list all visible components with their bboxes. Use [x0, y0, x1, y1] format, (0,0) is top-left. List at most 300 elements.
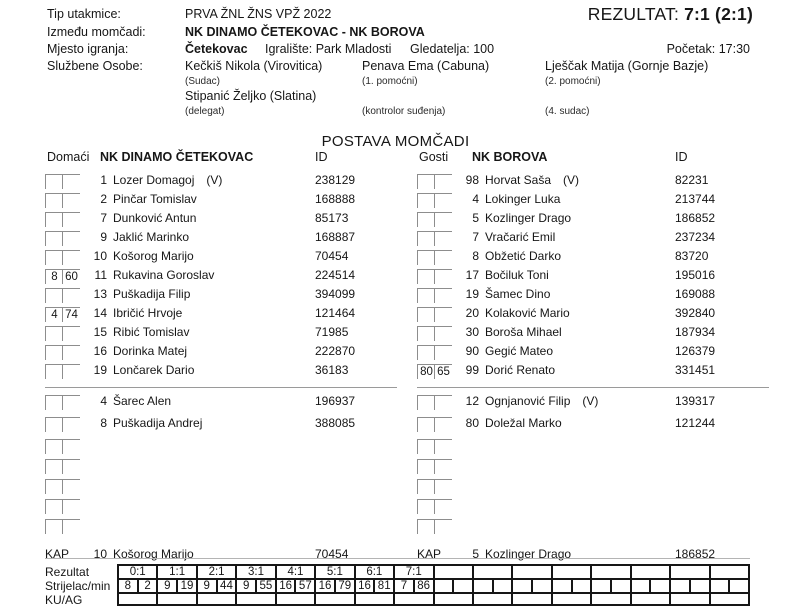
- section-title: POSTAVA MOMČADI: [321, 133, 470, 150]
- rezultat-cell: 1:1: [157, 565, 196, 579]
- event-box-2: [62, 250, 80, 265]
- player-row: [417, 211, 769, 230]
- player-id: 168887: [315, 230, 356, 244]
- event-box-2: [62, 459, 80, 474]
- player-id: 83720: [675, 249, 709, 263]
- event-box-1: [417, 395, 435, 410]
- player-id: 392840: [675, 306, 716, 320]
- event-box-2: [62, 174, 80, 189]
- player-row: [45, 306, 397, 325]
- event-box-1: [45, 326, 63, 341]
- event-box-2: [62, 364, 80, 379]
- event-box-2: [62, 417, 80, 432]
- strijelac-minute-cell: [650, 579, 670, 593]
- player-row: [45, 173, 397, 192]
- rezultat-cell: [670, 565, 709, 579]
- player-name: Vračarić Emil: [485, 230, 556, 244]
- player-number: 10: [93, 249, 107, 263]
- official-delegate-name: Stipanić Željko (Slatina): [185, 89, 317, 103]
- rezultat-cell: [552, 565, 591, 579]
- team-header: [45, 150, 397, 173]
- player-name: Doležal Marko: [485, 416, 562, 430]
- player-id: 331451: [675, 363, 716, 377]
- rezultat-header: [588, 4, 753, 25]
- event-box-1: [45, 479, 63, 494]
- player-number: 4: [472, 192, 479, 206]
- rezultat-value: 7:1 (2:1): [684, 4, 753, 24]
- kap-label: KAP: [417, 547, 442, 561]
- player-name: Ribić Tomislav: [113, 325, 190, 339]
- event-box-1: [417, 499, 435, 514]
- event-box-2: [62, 519, 80, 534]
- player-number: 98: [465, 173, 479, 187]
- izmedu-label: Između momčadi:: [47, 25, 146, 39]
- event-box-2: [62, 231, 80, 246]
- strijelac-minute-cell: [453, 579, 473, 593]
- event-box-1: [45, 250, 63, 265]
- player-row: [417, 325, 769, 344]
- mjesto-label: Mjesto igranja:: [47, 42, 129, 56]
- event-box-2: [434, 499, 452, 514]
- strijelac-minute-cell: 2: [138, 579, 158, 593]
- event-box-2: 60: [62, 269, 80, 284]
- player-row: [45, 518, 397, 538]
- player-id: 139317: [675, 394, 716, 408]
- event-box-1: [417, 231, 435, 246]
- id-column-header: ID: [315, 150, 328, 164]
- strijelac-minute-cell: 86: [414, 579, 434, 593]
- player-number: 19: [465, 287, 479, 301]
- rezultat-cell: 4:1: [276, 565, 315, 579]
- player-number: 90: [465, 344, 479, 358]
- player-number: 8: [472, 249, 479, 263]
- event-box-1: [45, 395, 63, 410]
- player-number: 11: [94, 268, 107, 282]
- player-number: 14: [93, 306, 107, 320]
- event-box-1: [45, 439, 63, 454]
- strijelac-minute-cell: [532, 579, 552, 593]
- player-row: [417, 518, 769, 538]
- rezultat-cell: 2:1: [197, 565, 236, 579]
- event-box-1: [417, 288, 435, 303]
- event-box-2: [62, 326, 80, 341]
- strijelac-scorer-cell: [591, 579, 611, 593]
- rezultat-cell: 3:1: [236, 565, 275, 579]
- strijelac-scorer-cell: 9: [157, 579, 177, 593]
- strijelac-scorer-cell: 16: [355, 579, 375, 593]
- kuag-cell: [315, 593, 354, 605]
- event-box-2: [434, 479, 452, 494]
- strijelac-minute-cell: [611, 579, 631, 593]
- event-box-1: 80: [417, 364, 435, 379]
- player-number: 1: [100, 173, 107, 187]
- player-id: 213744: [675, 192, 716, 206]
- strijelac-minute-cell: [690, 579, 710, 593]
- strijelac-scorer-cell: 16: [315, 579, 335, 593]
- player-row: [417, 394, 769, 416]
- sluzbene-label: Službene Osobe:: [47, 59, 143, 73]
- gledatelja-value: Gledatelja: 100: [410, 42, 495, 56]
- captain-mark: (V): [206, 173, 223, 187]
- player-id: 388085: [315, 416, 356, 430]
- player-number: 15: [93, 325, 107, 339]
- event-box-2: [62, 499, 80, 514]
- kuag-cell: [710, 593, 749, 605]
- rezultat-cell: 0:1: [118, 565, 157, 579]
- player-name: Lokinger Luka: [485, 192, 561, 206]
- event-box-1: [417, 439, 435, 454]
- event-box-1: [417, 212, 435, 227]
- event-box-2: [434, 459, 452, 474]
- event-box-2: [434, 326, 452, 341]
- event-box-1: [417, 479, 435, 494]
- event-box-1: [45, 519, 63, 534]
- event-box-1: [45, 364, 63, 379]
- player-name: Obžetić Darko: [485, 249, 562, 263]
- kap-label: KAP: [45, 547, 70, 561]
- event-box-2: [62, 212, 80, 227]
- event-box-2: [434, 288, 452, 303]
- kuag-cell: [512, 593, 551, 605]
- player-number: 20: [465, 306, 479, 320]
- player-name: Bočiluk Toni: [485, 268, 549, 282]
- team-name: NK DINAMO ČETEKOVAC: [100, 150, 254, 164]
- player-name: Ibričić Hrvoje: [113, 306, 183, 320]
- kuag-row-label: KU/AG: [45, 593, 83, 607]
- event-box-2: [434, 269, 452, 284]
- player-number: 30: [465, 325, 479, 339]
- strijelac-scorer-cell: [552, 579, 572, 593]
- official-assistant2-name: Lješčak Matija (Gornje Bazje): [545, 59, 709, 73]
- player-row: [45, 458, 397, 478]
- player-number: 9: [100, 230, 107, 244]
- player-id: 36183: [315, 363, 349, 377]
- rezultat-cell: [710, 565, 749, 579]
- kuag-cell: [236, 593, 275, 605]
- strijelac-minute-cell: [572, 579, 592, 593]
- player-name: Horvat Saša (V): [485, 173, 580, 187]
- event-box-2: [62, 395, 80, 410]
- player-number: 16: [93, 344, 107, 358]
- tip-utakmice-value: PRVA ŽNL ŽNS VPŽ 2022: [185, 7, 332, 21]
- player-row: [417, 173, 769, 192]
- home-team-column: [45, 150, 397, 563]
- rezultat-label: REZULTAT:: [587, 4, 680, 24]
- izmedu-value: NK DINAMO ČETEKOVAC - NK BOROVA: [185, 25, 425, 39]
- kuag-cell: [631, 593, 670, 605]
- player-name: Šarec Alen: [113, 394, 172, 408]
- player-row: [45, 268, 397, 287]
- player-number: 7: [472, 230, 479, 244]
- player-number: 13: [93, 287, 107, 301]
- rezultat-cell: [473, 565, 512, 579]
- captain-number: 5: [472, 547, 479, 561]
- player-id: 224514: [315, 268, 356, 282]
- player-number: 19: [93, 363, 107, 377]
- tip-utakmice-label: Tip utakmice:: [47, 7, 121, 21]
- team-side-label: Gosti: [419, 150, 449, 164]
- event-box-1: [45, 231, 63, 246]
- player-row: [45, 416, 397, 438]
- strijelac-scorer-cell: [473, 579, 493, 593]
- captain-name: Kozlinger Drago: [485, 547, 572, 561]
- player-id: 71985: [315, 325, 349, 339]
- event-box-1: [45, 345, 63, 360]
- event-box-1: [45, 417, 63, 432]
- strijelac-scorer-cell: [512, 579, 532, 593]
- player-row: [45, 211, 397, 230]
- event-box-1: [45, 193, 63, 208]
- team-name: NK BOROVA: [472, 150, 548, 164]
- player-row: [417, 287, 769, 306]
- strijelac-minute-cell: 19: [177, 579, 197, 593]
- player-number: 17: [465, 268, 479, 282]
- player-row: [417, 416, 769, 438]
- player-id: 187934: [675, 325, 716, 339]
- player-row: [417, 344, 769, 363]
- rezultat-cell: [631, 565, 670, 579]
- team-header: [417, 150, 769, 173]
- player-number: 12: [465, 394, 479, 408]
- event-box-2: [434, 174, 452, 189]
- player-number: 80: [465, 416, 479, 430]
- player-row: [417, 249, 769, 268]
- event-box-2: [434, 395, 452, 410]
- player-row: [45, 325, 397, 344]
- player-row: [417, 458, 769, 478]
- captain-row: [417, 547, 769, 563]
- player-row: [45, 230, 397, 249]
- strijelac-scorer-cell: 16: [276, 579, 296, 593]
- player-id: 238129: [315, 173, 356, 187]
- player-name: Pinčar Tomislav: [113, 192, 197, 206]
- player-row: [45, 438, 397, 458]
- captain-id: 70454: [315, 547, 349, 561]
- rezultat-cell: [512, 565, 551, 579]
- player-name: Gegić Mateo: [485, 344, 554, 358]
- official-assistant1-role: (1. pomoćni): [362, 76, 418, 87]
- player-id: 237234: [675, 230, 716, 244]
- captain-name: Košorog Marijo: [113, 547, 194, 561]
- player-name: Puškadija Andrej: [113, 416, 203, 430]
- official-delegate-role: (delegat): [185, 106, 225, 117]
- strijelac-scorer-cell: [710, 579, 730, 593]
- kuag-cell: [591, 593, 630, 605]
- strijelac-minute-cell: 57: [295, 579, 315, 593]
- player-row: [417, 498, 769, 518]
- event-box-2: [434, 307, 452, 322]
- rezultat-cell: 5:1: [315, 565, 354, 579]
- kuag-cell: [552, 593, 591, 605]
- event-box-1: [417, 417, 435, 432]
- rezultat-cell: 6:1: [355, 565, 394, 579]
- player-row: [45, 478, 397, 498]
- strijelac-scorer-cell: [631, 579, 651, 593]
- kuag-cell: [197, 593, 236, 605]
- player-id: 186852: [675, 211, 716, 225]
- mjesto-value: Četekovac: [185, 42, 248, 56]
- kuag-cell: [355, 593, 394, 605]
- player-name: Košorog Marijo: [113, 249, 194, 263]
- player-name: Kolaković Mario: [485, 306, 570, 320]
- captain-number: 10: [93, 547, 107, 561]
- event-box-1: [417, 519, 435, 534]
- player-row: [417, 478, 769, 498]
- player-row: [417, 268, 769, 287]
- player-id: 394099: [315, 287, 356, 301]
- player-name: Dorić Renato: [485, 363, 556, 377]
- captain-mark: (V): [582, 394, 599, 408]
- player-row: [417, 438, 769, 458]
- player-number: 5: [472, 211, 479, 225]
- strijelac-minute-cell: 79: [335, 579, 355, 593]
- player-row: [45, 249, 397, 268]
- official-assistant1-name: Penava Ema (Cabuna): [362, 59, 490, 73]
- player-row: [45, 394, 397, 416]
- player-id: 126379: [675, 344, 716, 358]
- event-box-1: 4: [45, 307, 63, 322]
- player-number: 7: [100, 211, 107, 225]
- player-id: 121464: [315, 306, 356, 320]
- event-box-1: [417, 459, 435, 474]
- player-id: 82231: [675, 173, 709, 187]
- event-box-2: [434, 231, 452, 246]
- guest-team-column: [417, 150, 769, 563]
- player-name: Dorinka Matej: [113, 344, 188, 358]
- event-box-2: [434, 193, 452, 208]
- event-box-2: [434, 417, 452, 432]
- event-box-2: [62, 193, 80, 208]
- event-box-2: 65: [434, 364, 452, 379]
- score-progression-table: [117, 564, 750, 606]
- strijelac-scorer-cell: 9: [197, 579, 217, 593]
- event-box-2: [62, 288, 80, 303]
- official-fourth-role: (4. sudac): [545, 106, 590, 117]
- player-row: [417, 230, 769, 249]
- player-row: [45, 287, 397, 306]
- strijelac-minute-cell: [729, 579, 749, 593]
- strijelac-minute-cell: 55: [256, 579, 276, 593]
- player-row: [45, 344, 397, 363]
- official-referee-name: Kečkiš Nikola (Virovitica): [185, 59, 323, 73]
- player-number: 4: [100, 394, 107, 408]
- player-id: 169088: [675, 287, 716, 301]
- event-box-2: [434, 250, 452, 265]
- strijelac-minute-cell: 81: [374, 579, 394, 593]
- player-name: Puškadija Filip: [113, 287, 191, 301]
- player-row: [417, 306, 769, 325]
- event-box-2: [434, 212, 452, 227]
- official-assistant2-role: (2. pomoćni): [545, 76, 601, 87]
- igraliste-value: Igralište: Park Mladosti: [265, 42, 392, 56]
- event-box-2: [62, 345, 80, 360]
- player-name: Šamec Dino: [485, 287, 551, 301]
- player-id: 168888: [315, 192, 356, 206]
- event-box-2: [62, 439, 80, 454]
- event-box-1: [417, 345, 435, 360]
- captain-row: [45, 547, 397, 563]
- strijelac-minute-cell: [493, 579, 513, 593]
- player-name: Ognjanović Filip (V): [485, 394, 599, 408]
- player-name: Dunković Antun: [113, 211, 197, 225]
- event-box-1: [45, 212, 63, 227]
- rezultat-cell: 7:1: [394, 565, 433, 579]
- strijelac-scorer-cell: 8: [118, 579, 138, 593]
- starters-subs-divider: [417, 387, 769, 388]
- event-box-1: [417, 307, 435, 322]
- event-box-1: [45, 459, 63, 474]
- player-name: Kozlinger Drago: [485, 211, 572, 225]
- player-row: [45, 363, 397, 382]
- rezultat-cell: [434, 565, 473, 579]
- rezultat-cell: [591, 565, 630, 579]
- player-name: Lozer Domagoj (V): [113, 173, 223, 187]
- rezultat-row-label: Rezultat: [45, 565, 90, 579]
- event-box-1: [417, 250, 435, 265]
- player-number: 99: [465, 363, 479, 377]
- event-box-1: [45, 174, 63, 189]
- bottom-divider: [45, 558, 750, 559]
- captain-id: 186852: [675, 547, 716, 561]
- official-controller-role: (kontrolor suđenja): [362, 106, 446, 117]
- kuag-cell: [434, 593, 473, 605]
- player-id: 196937: [315, 394, 356, 408]
- event-box-1: [417, 193, 435, 208]
- event-box-1: [45, 288, 63, 303]
- strijelac-row-label: Strijelac/min: [45, 579, 111, 593]
- player-name: Boroša Mihael: [485, 325, 562, 339]
- player-row: [45, 192, 397, 211]
- strijelac-scorer-cell: [670, 579, 690, 593]
- kuag-cell: [157, 593, 196, 605]
- kuag-cell: [473, 593, 512, 605]
- kuag-cell: [118, 593, 157, 605]
- event-box-1: [417, 269, 435, 284]
- player-id: 195016: [675, 268, 716, 282]
- player-id: 70454: [315, 249, 349, 263]
- event-box-2: [62, 479, 80, 494]
- event-box-1: 8: [45, 269, 63, 284]
- official-referee-role: (Sudac): [185, 76, 221, 87]
- strijelac-minute-cell: 44: [217, 579, 237, 593]
- bottom-row-labels: [45, 565, 110, 607]
- starters-subs-divider: [45, 387, 397, 388]
- event-box-2: [434, 345, 452, 360]
- pocetak-value: Početak: 17:30: [666, 42, 750, 56]
- kuag-cell: [670, 593, 709, 605]
- player-number: 2: [100, 192, 107, 206]
- team-side-label: Domaći: [47, 150, 90, 164]
- captain-mark: (V): [563, 173, 580, 187]
- player-name: Lončarek Dario: [113, 363, 195, 377]
- event-box-2: [434, 519, 452, 534]
- kuag-cell: [394, 593, 433, 605]
- id-column-header: ID: [675, 150, 688, 164]
- player-id: 121244: [675, 416, 716, 430]
- player-row: [45, 498, 397, 518]
- player-id: 222870: [315, 344, 356, 358]
- event-box-2: 74: [62, 307, 80, 322]
- strijelac-scorer-cell: [434, 579, 454, 593]
- player-id: 85173: [315, 211, 349, 225]
- player-number: 8: [100, 416, 107, 430]
- event-box-1: [417, 174, 435, 189]
- player-row: [417, 192, 769, 211]
- strijelac-scorer-cell: 9: [236, 579, 256, 593]
- event-box-1: [45, 499, 63, 514]
- player-name: Rukavina Goroslav: [113, 268, 215, 282]
- strijelac-scorer-cell: 7: [394, 579, 414, 593]
